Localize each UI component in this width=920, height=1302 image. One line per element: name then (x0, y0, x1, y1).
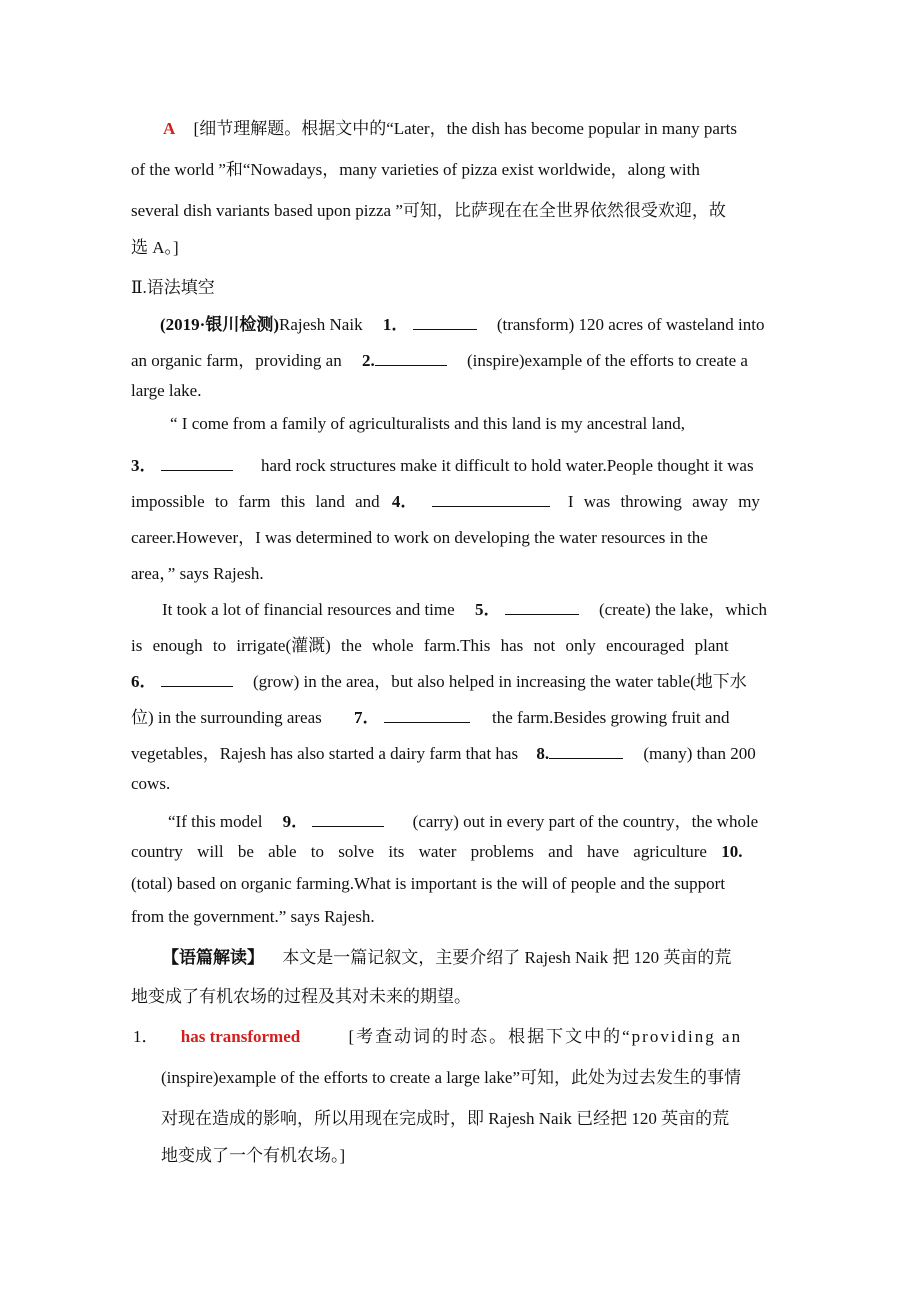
answer-a-line-2: of the world ”和“Nowadays，many varieties of pizza exist worldwide，along with (131, 160, 700, 179)
blank-number-6: 6． (131, 672, 157, 691)
passage-line (131, 667, 747, 692)
blank-2[interactable] (375, 351, 447, 366)
answer-a-line-3: several dish variants based upon pizza ”可知，比萨现在在全世界依然很受欢迎，故 (131, 201, 726, 220)
passage-line (131, 451, 754, 476)
answer-number: 1． (133, 1027, 159, 1046)
passage-text: an organic farm，providing an (131, 351, 342, 370)
passage-line (160, 310, 765, 335)
passage-line: from the government.” says Rajesh. (131, 907, 375, 926)
passage-line (131, 703, 729, 728)
passage-line (131, 346, 748, 371)
passage-text: hard rock structures make it difficult to hold water.People thought it was (261, 456, 754, 475)
blank-3[interactable] (161, 456, 233, 471)
blank-5[interactable] (505, 600, 579, 615)
answer1-text: [考查动词的时态。根据下文中的“providing an (348, 1027, 743, 1046)
blank-number-2: 2. (361, 351, 375, 370)
answer-a-line-1 (163, 114, 737, 139)
passage-line (162, 595, 767, 620)
passage-text: (many) than 200 (643, 744, 756, 763)
blank-number-10: 10. (721, 842, 743, 861)
passage-text: impossible to farm this land and (131, 492, 380, 511)
passage-line: area，” says Rajesh. (131, 564, 264, 583)
blank-number-1: 1． (382, 315, 409, 334)
passage-text: (create) the lake，which (598, 600, 767, 619)
passage-text: (grow) in the area，but also helped in increasing the water table(地下水 (253, 672, 747, 691)
passage-text: country will be able to solve its water problems and have agriculture (131, 842, 707, 861)
passage-text: “If this model (168, 812, 263, 831)
blank-number-4: 4． (391, 492, 418, 511)
passage-text: vegetables，Rajesh has also started a dairy farm that has (131, 744, 519, 763)
blank-number-8: 8. (536, 744, 550, 763)
blank-7[interactable] (384, 708, 470, 723)
passage-text: (transform) 120 acres of wasteland into (496, 315, 765, 334)
passage-text: I was throwing away my (567, 492, 760, 511)
blank-number-5: 5． (474, 600, 501, 619)
passage-line: large lake. (131, 381, 202, 400)
answer-letter: A (163, 119, 176, 138)
answer1-line-2: (inspire)example of the efforts to create a large lake”可知，此处为过去发生的事情 (161, 1068, 742, 1087)
passage-line: “ I come from a family of agriculturalists and this land is my ancestral land, (170, 414, 686, 433)
passage-text: the farm.Besides growing fruit and (491, 708, 730, 727)
answer1-line-3: 对现在造成的影响，所以用现在完成时，即 Rajesh Naik 已经把 120 英亩的荒 (161, 1109, 730, 1128)
blank-number-7: 7． (353, 708, 380, 727)
blank-number-9: 9． (282, 812, 309, 831)
analysis-line-2: 地变成了有机农场的过程及其对未来的期望。 (131, 987, 471, 1006)
passage-text: (carry) out in every part of the country，the whole (412, 812, 759, 831)
passage-line (131, 487, 790, 512)
answer1-line-1 (133, 1022, 742, 1047)
blank-4[interactable] (432, 492, 550, 507)
passage-line (131, 739, 756, 764)
passage-text: Rajesh Naik (279, 315, 363, 334)
passage-line: cows. (131, 774, 171, 793)
passage-line: is enough to irrigate(灌溉) the whole farm.This has not only encouraged plant (131, 636, 729, 655)
analysis-text: 本文是一篇记叙文，主要介绍了 Rajesh Naik 把 120 英亩的荒 (282, 948, 732, 967)
answer-a-line-4: 选 A。] (131, 238, 179, 257)
blank-1[interactable] (413, 315, 477, 330)
answer-a-text-1: [细节理解题。根据文中的“Later，the dish has become popular in many parts (193, 119, 737, 138)
section-title: Ⅱ.语法填空 (131, 278, 215, 297)
passage-line: career.However，I was determined to work on developing the water resources in the (131, 528, 708, 547)
blank-9[interactable] (312, 812, 384, 827)
analysis-line-1 (162, 943, 731, 968)
passage-text: 位) in the surrounding areas (131, 708, 322, 727)
blank-number-3: 3． (131, 456, 157, 475)
answer1-line-4: 地变成了一个有机农场。] (161, 1146, 346, 1165)
passage-line: (total) based on organic farming.What is important is the will of people and the support (131, 874, 726, 893)
blank-8[interactable] (549, 744, 623, 759)
passage-text: (inspire)example of the efforts to create a (466, 351, 748, 370)
passage-line (168, 807, 758, 832)
blank-6[interactable] (161, 672, 233, 687)
analysis-tag: 【语篇解读】 (162, 948, 264, 967)
passage-text: It took a lot of financial resources and time (162, 600, 455, 619)
passage-line (131, 842, 742, 862)
answer-text: has transformed (180, 1027, 301, 1046)
passage-source: (2019·银川检测) (160, 315, 279, 334)
